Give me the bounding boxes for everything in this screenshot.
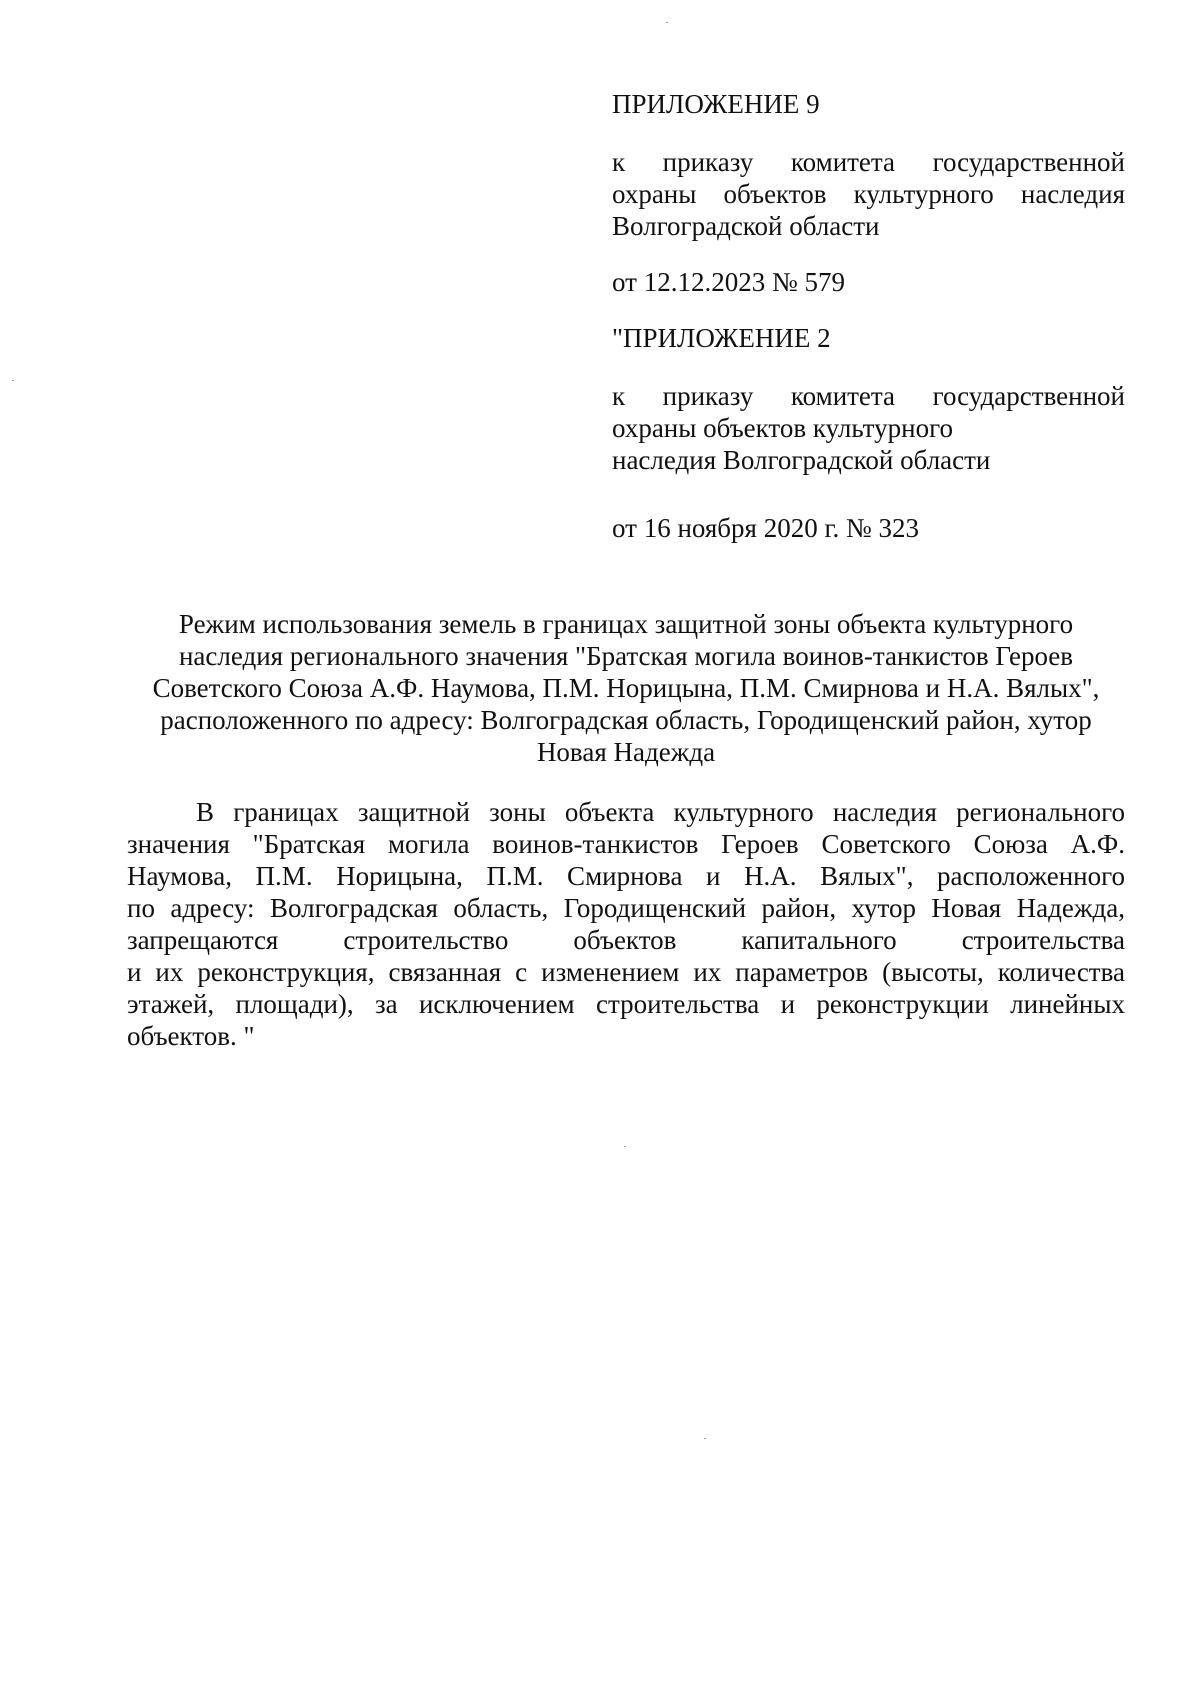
appendix-2-title: "ПРИЛОЖЕНИЕ 2: [612, 323, 831, 353]
body-line: этажей, площади), за исключением строительства и реконструкции линейных: [127, 989, 1125, 1019]
appendix-2-ref-line: к приказу комитета государственной: [612, 381, 1125, 411]
heading-line: наследия регионального значения "Братская могила воинов-танкистов Героев: [178, 641, 1074, 671]
body-line: значения "Братская могила воинов-танкистов Героев Советского Союза А.Ф.: [127, 829, 1125, 859]
appendix-9-title: ПРИЛОЖЕНИЕ 9: [612, 89, 820, 119]
appendix-2-date-number: от 16 ноября 2020 г. № 323: [612, 513, 919, 543]
appendix-9-ref-line: к приказу комитета государственной: [612, 147, 1125, 177]
scan-speck: [704, 1438, 706, 1439]
heading-line: расположенного по адресу: Волгоградская область, Городищенский район, хутор: [160, 705, 1092, 735]
body-line: В границах защитной зоны объекта культурного наследия регионального: [196, 797, 1125, 827]
appendix-2-ref-line: охраны объектов культурного: [612, 413, 953, 443]
heading-line: Режим использования земель в границах защитной зоны объекта культурного: [178, 609, 1074, 639]
body-line: Наумова, П.М. Норицына, П.М. Смирнова и Н.А. Вялых", расположенного: [127, 861, 1125, 891]
heading-line: Советского Союза А.Ф. Наумова, П.М. Норицына, П.М. Смирнова и Н.А. Вялых",: [152, 673, 1100, 703]
body-line: запрещаются строительство объектов капитального строительства: [127, 925, 1125, 955]
scan-speck: [12, 380, 14, 381]
appendix-2-ref-line: наследия Волгоградской области: [612, 445, 991, 475]
appendix-9-date-number: от 12.12.2023 № 579: [612, 267, 845, 297]
appendix-9-ref-line: охраны объектов культурного наследия: [612, 179, 1125, 209]
appendix-9-ref-line: Волгоградской области: [612, 211, 880, 241]
body-line: по адресу: Волгоградская область, Городищенский район, хутор Новая Надежда,: [127, 893, 1125, 923]
scan-speck: [666, 22, 668, 23]
scan-speck: [624, 1146, 626, 1147]
body-line: и их реконструкция, связанная с изменением их параметров (высоты, количества: [127, 957, 1125, 987]
body-line: объектов. ": [127, 1021, 255, 1051]
heading-line: Новая Надежда: [536, 737, 716, 767]
